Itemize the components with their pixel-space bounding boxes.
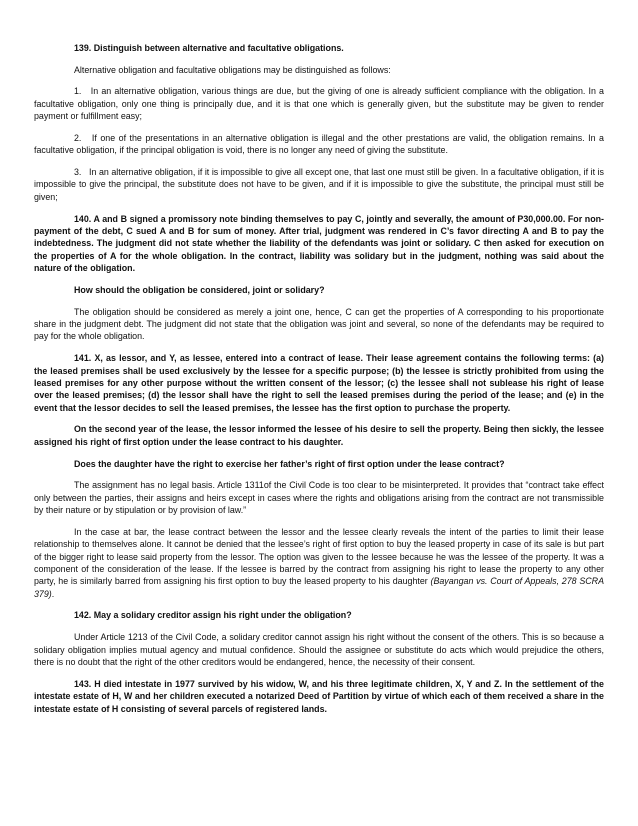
q140-heading: 140. A and B signed a promissory note binding themselves to pay C, jointly and severally, the amount of P30,000.00. For non-payment of the debt, C sued A and B for sum of money. After trial, judgment was rendered in C’s favor directing A and B to pay the indebtedness. The judgment did not state whether the liability of the defendants was joint or solidary. C then asked for execution on the properties of A for the whole obligation. In the contract, liability was solidary but in the judgment, nothing was said about the nature of the obligation. [34,213,604,274]
q139-item-2: 2. If one of the presentations in an alternative obligation is illegal and the other prestations are valid, the obligation remains. In a facultative obligation, if the principal obligation is void, there is no longer any need of giving the substitute. [34,132,604,156]
q141-answer-2-text: In the case at bar, the lease contract between the lessor and the lessee clearly reveals the intent of the parties to limit their lease relationship to themselves alone. It cannot be denied that the lessee’s right of first option to buy the leased property in case of its sale is but part of the bigger right to lease said property from the lessor. The option was given to the lessee because he was the lessee of the property. It was a component of the consideration of the lease. If the lessee is barred by the contract from assigning his right to lease the property to any other party, he is similarly barred from assigning his first option to buy the leased property to his daughter [34,526,604,587]
q143-heading: 143. H died intestate in 1977 survived by his widow, W, and his three legitimate children, X, Y and Z. In the settlement of the intestate estate of H, W and her children executed a notarized Deed of Partition by virtue of which each of them received a share in the intestate estate of H consisting of several parcels of registered lands. [34,678,604,714]
q140-question: How should the obligation be considered, joint or solidary? [74,284,325,295]
q141-answer-1: The assignment has no legal basis. Article 1311of the Civil Code is too clear to be misinterpreted. It provides that “contract take effect only between the parties, their assigns and heirs except in cases where the rights and obligations arising from the contract are not transmissible by their nature or by stipulation or by provision of law.” [34,480,604,516]
q140-answer: The obligation should be considered as merely a joint one, hence, C can get the properties of A corresponding to his proportionate share in the judgment debt. The judgment did not state that the obligation was joint and several, so none of the defendants may be required to pay for the whole obligation. [34,306,604,342]
q139-intro: Alternative obligation and facultative obligations may be distinguished as follows: [74,64,391,75]
q139-item-3: 3. In an alternative obligation, if it is impossible to give all except one, that last one must still be given. In a facultative obligation, if it is impossible to give the principal, the substitute does not have to be given, and if it is impossible to give the substitute, the principal must still be given; [34,167,604,202]
q141-heading: 141. X, as lessor, and Y, as lessee, entered into a contract of lease. Their lease agreement contains the following terms: (a) the leased premises shall be used exclusively by the lessee for a specific purpose; (b) the lessee is strictly prohibited from using the leased premises for any other purpose without the written consent of the lessor; (c) the lessee shall not sublease his right of lease over the leased premises; (d) the lessor shall have the right to sell the leased premises during the period of the lease; and (e) in the event that the lessor decides to sell the leased premises, the lessee has the first option to purchase the property. [34,353,604,413]
q141-citation-end: . [51,588,55,599]
q141-question: Does the daughter have the right to exercise her father’s right of first option under the lease contract? [74,458,505,469]
q142-heading: 142. May a solidary creditor assign his right under the obligation? [74,610,352,621]
q141-answer-2 [34,526,604,600]
q142-answer: Under Article 1213 of the Civil Code, a solidary creditor cannot assign his right without the consent of the others. This is so because a solidary obligation implies mutual agency and mutual confidence. Should the assignee or substitute do acts which would prejudice the others, there is no doubt that the right of the other creditors would be endangered, hence, the necessity of their consent. [34,632,604,667]
q139-heading: 139. Distinguish between alternative and facultative obligations. [74,43,344,53]
q141-citation: (Bayangan vs. Court of Appeals, 278 SCRA 379) [34,576,604,599]
q139-item-1: 1. In an alternative obligation, various things are due, but the giving of one is already sufficient compliance with the obligation. In a facultative obligation, only one thing is principally due, and it is that one which is generally given, but the substitute may be given to render payment or fulfillment easy; [34,86,604,122]
q141-facts: On the second year of the lease, the lessor informed the lessee of his desire to sell the property. Being then sickly, the lessee assigned his right of first option under the lease contract to his daughter. [34,424,604,447]
